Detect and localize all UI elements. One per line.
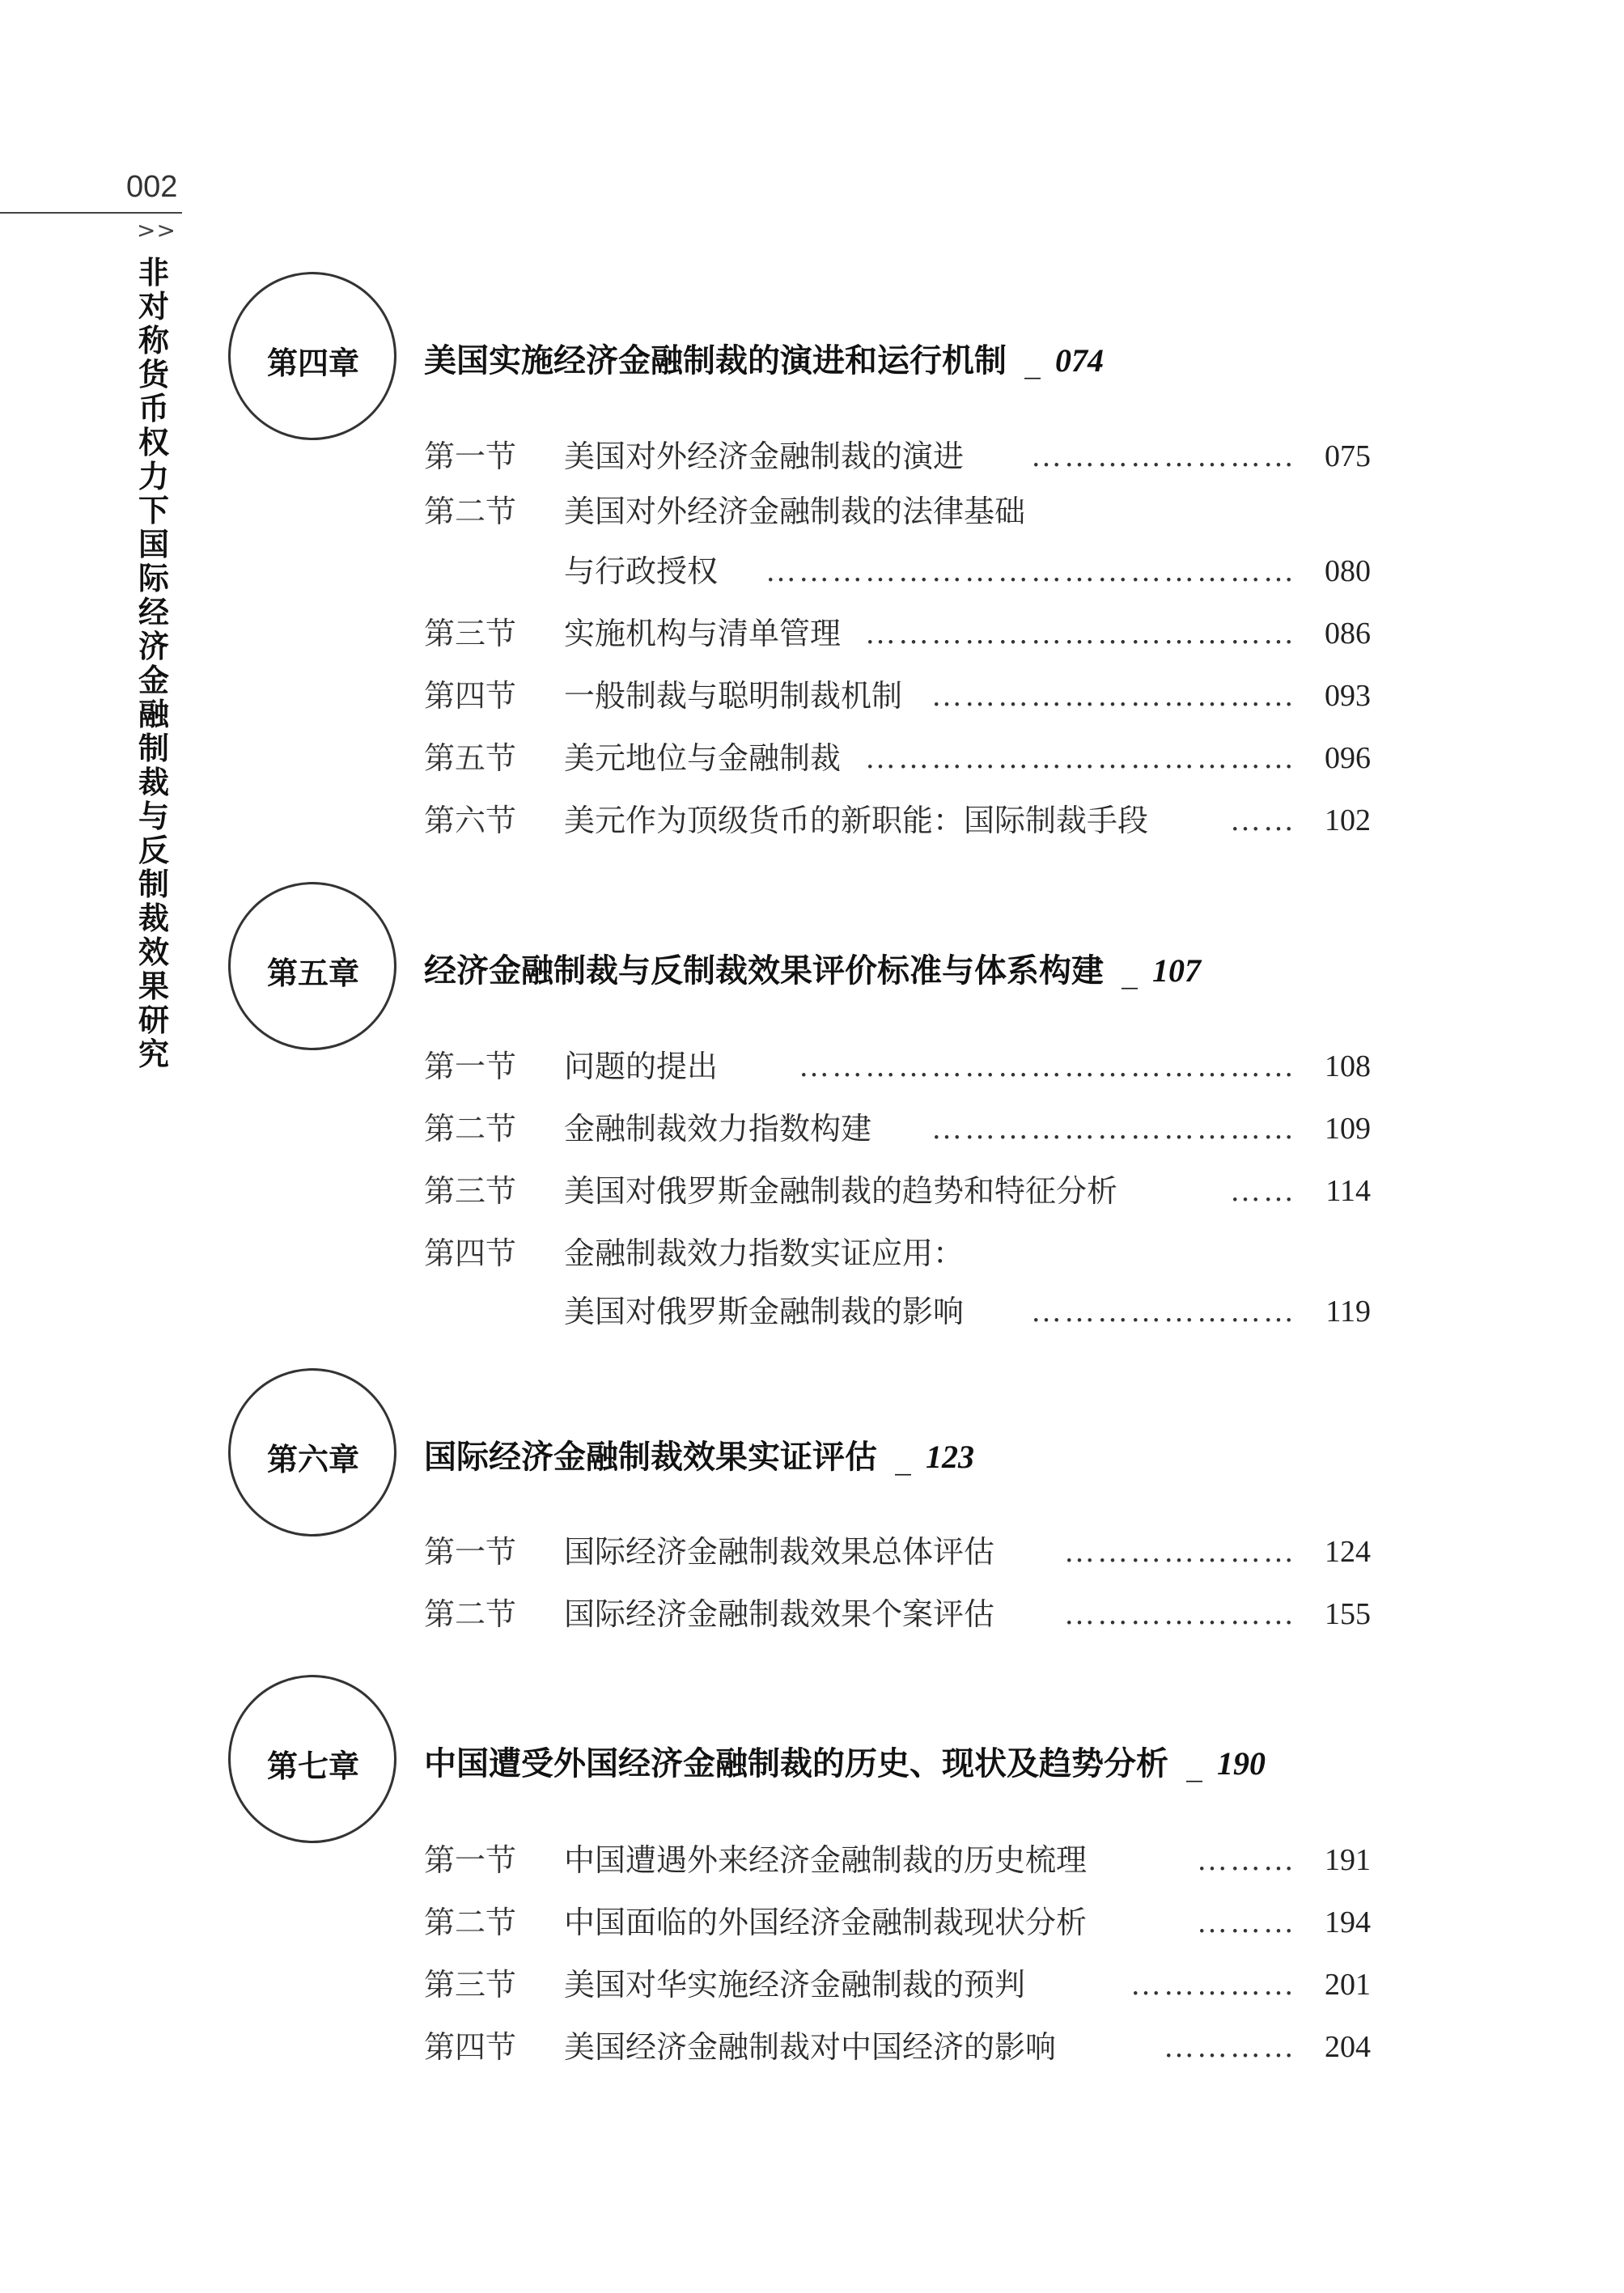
section-title-continued: 与行政授权 (564, 553, 719, 589)
toc-entry[interactable] (424, 1587, 1371, 1642)
dot-leader: …………………… (1031, 1295, 1296, 1329)
section-page: 096 (1325, 741, 1371, 775)
dot-leader: ………………… (1064, 1535, 1296, 1569)
section-number: 第四节 (424, 1236, 517, 1271)
header-rule (0, 212, 182, 214)
book-title-char: 下 (138, 493, 169, 528)
section-page: 194 (1325, 1905, 1371, 1939)
toc-entry[interactable] (424, 1524, 1371, 1579)
chapter-title: 中国遭受外国经济金融制裁的历史、现状及趋势分析 (424, 1744, 1168, 1782)
chapter-title: 国际经济金融制裁效果实证评估 (424, 1438, 877, 1476)
book-title-char: 金 (138, 663, 169, 698)
dot-leader: …… (1230, 803, 1296, 837)
section-number: 第五节 (424, 740, 517, 776)
dot-leader: …… (1230, 1174, 1296, 1208)
toc-entry-continued[interactable] (424, 1284, 1371, 1339)
section-page: 191 (1325, 1843, 1371, 1877)
book-title-char: 权 (138, 425, 169, 460)
book-title-char: 力 (138, 459, 169, 494)
section-page: 119 (1325, 1295, 1371, 1329)
section-title: 国际经济金融制裁效果个案评估 (564, 1596, 995, 1632)
book-title-char: 际 (138, 561, 169, 596)
toc-entry[interactable] (424, 2020, 1371, 2075)
chapter-4-heading (0, 272, 1624, 450)
section-title: 美国经济金融制裁对中国经济的影响 (564, 2029, 1057, 2065)
section-title: 一般制裁与聪明制裁机制 (564, 678, 903, 714)
chapter-6-heading (0, 1368, 1624, 1546)
section-title-continued: 美国对俄罗斯金融制裁的影响 (564, 1294, 965, 1329)
book-title-char: 究 (138, 1036, 169, 1072)
section-page: 080 (1325, 554, 1371, 588)
book-title-char: 经 (138, 595, 169, 630)
section-number: 第三节 (424, 1173, 517, 1209)
book-title-char: 融 (138, 697, 169, 732)
section-page: 114 (1325, 1174, 1371, 1208)
chapter-separator: _ (1122, 952, 1138, 990)
chapter-page: 107 (1152, 952, 1201, 989)
chapter-page: 123 (926, 1439, 974, 1475)
dot-leader: ……………………………………… (799, 1049, 1296, 1083)
toc-entry[interactable] (424, 793, 1371, 848)
section-title: 美国对外经济金融制裁的演进 (564, 439, 965, 474)
chapter-label: 第五章 (267, 956, 360, 991)
book-title-char: 裁 (138, 765, 169, 800)
section-number: 第二节 (424, 1596, 517, 1632)
section-number: 第二节 (424, 494, 517, 529)
section-page: 093 (1325, 679, 1371, 713)
chapter-title: 经济金融制裁与反制裁效果评价标准与体系构建 (424, 952, 1104, 990)
section-number: 第二节 (424, 1111, 517, 1146)
chapter-5-heading (0, 882, 1624, 1060)
book-title-char: 非 (138, 255, 169, 290)
section-page: 102 (1325, 803, 1371, 837)
dot-leader: …………………… (1031, 439, 1296, 473)
section-page: 108 (1325, 1049, 1371, 1083)
section-title: 金融制裁效力指数实证应用： (564, 1236, 965, 1271)
section-title: 美元作为顶级货币的新职能：国际制裁手段 (564, 803, 1149, 838)
book-title-char: 币 (138, 391, 169, 426)
section-page: 086 (1325, 617, 1371, 651)
section-number: 第三节 (424, 1967, 517, 2003)
toc-entry[interactable] (424, 606, 1371, 661)
toc-entry[interactable] (424, 1039, 1371, 1094)
book-title-char: 反 (138, 833, 169, 868)
chapter-7-heading (0, 1675, 1624, 1853)
chapter-4-sections (424, 429, 1371, 848)
section-title: 美国对华实施经济金融制裁的预判 (564, 1967, 1026, 2003)
section-page: 155 (1325, 1597, 1371, 1631)
dot-leader: ………………………………………… (765, 554, 1296, 588)
dot-leader: ………………………………… (865, 617, 1296, 651)
chapter-title-link[interactable] (424, 335, 1104, 381)
chapter-page: 190 (1217, 1745, 1266, 1782)
dot-leader: …………………………… (931, 679, 1296, 713)
chapter-title: 美国实施经济金融制裁的演进和运行机制 (424, 341, 1007, 379)
section-title: 美国对俄罗斯金融制裁的趋势和特征分析 (564, 1173, 1118, 1209)
chapter-5-sections (424, 1039, 1371, 1339)
section-number: 第一节 (424, 1534, 517, 1570)
toc-entry[interactable] (424, 1833, 1371, 1888)
dot-leader: ……… (1197, 1843, 1296, 1877)
toc-entry[interactable] (424, 731, 1371, 786)
section-number: 第一节 (424, 439, 517, 474)
section-title: 实施机构与清单管理 (564, 616, 842, 651)
section-page: 201 (1325, 1968, 1371, 2002)
dot-leader: ……… (1197, 1905, 1296, 1939)
section-number: 第四节 (424, 2029, 517, 2065)
chapter-separator: _ (1186, 1745, 1202, 1782)
dot-leader: ………………………………… (865, 741, 1296, 775)
dot-leader: …………… (1130, 1968, 1296, 2002)
chapter-title-link[interactable] (424, 945, 1201, 991)
toc-entry[interactable] (424, 1226, 1371, 1284)
chapter-label: 第六章 (267, 1442, 360, 1477)
toc-entry[interactable] (424, 1101, 1371, 1156)
section-number: 第六节 (424, 803, 517, 838)
chapter-title-link[interactable] (424, 1738, 1266, 1784)
book-title-char: 效 (138, 935, 169, 970)
section-page: 204 (1325, 2030, 1371, 2064)
chapter-label: 第七章 (267, 1748, 360, 1784)
dot-leader: ………………… (1064, 1597, 1296, 1631)
chapter-label: 第四章 (267, 345, 360, 381)
section-page: 124 (1325, 1535, 1371, 1569)
book-title-char: 称 (138, 323, 169, 358)
chapter-7-sections (424, 1833, 1371, 2075)
section-number: 第一节 (424, 1049, 517, 1084)
book-title-char: 研 (138, 1002, 169, 1038)
section-number: 第四节 (424, 678, 517, 714)
toc-entry[interactable] (424, 1895, 1371, 1950)
toc-entry[interactable] (424, 429, 1371, 484)
book-title-char: 果 (138, 968, 169, 1004)
book-title-char: 对 (138, 289, 169, 324)
book-title-char: 制 (138, 867, 169, 902)
book-title-char: 货 (138, 357, 169, 392)
dot-leader: …………………………… (931, 1112, 1296, 1146)
toc-entry[interactable] (424, 668, 1371, 723)
toc-entry-continued[interactable] (424, 544, 1371, 599)
section-title: 美元地位与金融制裁 (564, 740, 842, 776)
section-title: 问题的提出 (564, 1049, 719, 1084)
section-number: 第一节 (424, 1842, 517, 1878)
toc-entry[interactable] (424, 484, 1371, 544)
section-title: 金融制裁效力指数构建 (564, 1111, 872, 1146)
section-title: 中国面临的外国经济金融制裁现状分析 (564, 1905, 1088, 1940)
book-title-char: 与 (138, 799, 169, 834)
dot-leader: ………… (1164, 2030, 1296, 2064)
section-number: 第二节 (424, 1905, 517, 1940)
chapter-separator: _ (895, 1439, 911, 1476)
chapter-6-sections (424, 1524, 1371, 1642)
section-number: 第三节 (424, 616, 517, 651)
page-number: 002 (126, 170, 178, 204)
book-title-char: 济 (138, 629, 169, 664)
section-title: 美国对外经济金融制裁的法律基础 (564, 494, 1026, 529)
section-page: 075 (1325, 439, 1371, 473)
book-title-char: 裁 (138, 901, 169, 936)
toc-entry[interactable] (424, 1957, 1371, 2012)
chapter-separator: _ (1024, 342, 1041, 379)
book-title-char: 制 (138, 731, 169, 766)
book-title-char: 国 (138, 527, 169, 562)
section-page: 109 (1325, 1112, 1371, 1146)
chapter-page: 074 (1055, 342, 1104, 379)
toc-entry[interactable] (424, 1163, 1371, 1219)
section-title: 国际经济金融制裁效果总体评估 (564, 1534, 995, 1570)
chapter-title-link[interactable] (424, 1431, 974, 1477)
section-title: 中国遭遇外来经济金融制裁的历史梳理 (564, 1842, 1088, 1878)
header-arrows: >> (137, 217, 176, 244)
